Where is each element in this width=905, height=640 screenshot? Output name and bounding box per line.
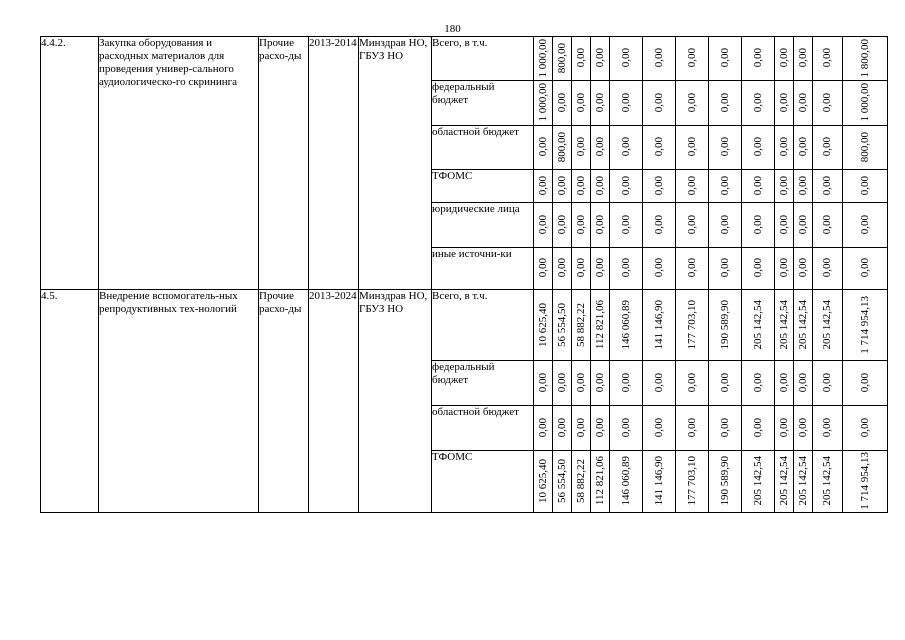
value-text: 0,00: [536, 258, 549, 278]
funding-source-cell: юридические лица: [432, 203, 534, 248]
value-cell: [843, 170, 888, 203]
value-cell: [742, 81, 775, 126]
value-cell: [553, 290, 572, 361]
value-text: 0,00: [536, 417, 549, 438]
value-cell: [794, 203, 813, 248]
value-text: 0,00: [777, 258, 790, 278]
value-text: 0,00: [821, 92, 833, 113]
value-cell: [742, 361, 775, 406]
value-cell: [742, 406, 775, 451]
value-text: 0,00: [685, 372, 698, 393]
value-text: 141 146,90: [652, 299, 665, 350]
item-name-cell: Внедрение вспомогатель-ных репродуктивных тех-нологий: [99, 290, 259, 513]
value-text: 0,00: [821, 137, 833, 157]
value-text: 0,00: [593, 48, 606, 68]
value-cell: [534, 248, 553, 290]
value-cell: [572, 203, 591, 248]
value-text: 0,00: [718, 258, 731, 278]
value-text: 0,00: [858, 214, 871, 235]
value-text: 56 554,50: [555, 459, 568, 503]
value-text: 0,00: [685, 92, 698, 113]
value-cell: [553, 81, 572, 126]
value-text: 0,00: [555, 214, 568, 235]
value-text: 0,00: [718, 175, 731, 196]
value-cell: [610, 406, 643, 451]
value-text: 0,00: [751, 48, 764, 68]
value-text: 0,00: [574, 175, 587, 196]
item-code-cell: 4.5.: [41, 290, 99, 513]
value-cell: [643, 203, 676, 248]
value-cell: [610, 81, 643, 126]
value-text: 0,00: [593, 417, 606, 438]
value-text: 800,00: [858, 131, 871, 163]
executor-cell: Минздрав НО, ГБУЗ НО: [359, 37, 432, 290]
value-text: 0,00: [652, 417, 665, 438]
value-cell: [813, 126, 843, 170]
value-cell: [794, 290, 813, 361]
value-cell: [742, 37, 775, 81]
value-cell: [794, 248, 813, 290]
value-cell: [553, 451, 572, 513]
value-cell: [709, 406, 742, 451]
value-cell: [742, 290, 775, 361]
value-cell: [591, 170, 610, 203]
value-text: 0,00: [574, 417, 587, 438]
value-text: 0,00: [685, 417, 698, 438]
value-text: 0,00: [685, 48, 698, 68]
value-cell: [534, 290, 553, 361]
value-text: 0,00: [555, 372, 568, 393]
value-cell: [709, 81, 742, 126]
funding-source-cell: федеральный бюджет: [432, 361, 534, 406]
value-text: 0,00: [777, 417, 790, 438]
value-cell: [775, 126, 794, 170]
value-cell: [572, 170, 591, 203]
value-cell: [643, 170, 676, 203]
value-text: 112 821,06: [593, 299, 606, 350]
value-cell: [553, 126, 572, 170]
value-text: 0,00: [821, 175, 833, 196]
value-text: 0,00: [652, 48, 665, 68]
value-cell: [742, 126, 775, 170]
value-cell: [843, 37, 888, 81]
value-cell: [676, 37, 709, 81]
value-cell: [813, 406, 843, 451]
value-cell: [553, 248, 572, 290]
value-text: 0,00: [796, 417, 809, 438]
value-cell: [742, 451, 775, 513]
value-cell: [813, 170, 843, 203]
value-cell: [709, 248, 742, 290]
value-text: 0,00: [593, 372, 606, 393]
value-text: 0,00: [619, 137, 632, 157]
value-text: 0,00: [751, 417, 764, 438]
value-text: 10 625,40: [536, 459, 549, 503]
value-text: 0,00: [718, 214, 731, 235]
value-cell: [794, 170, 813, 203]
value-text: 0,00: [751, 258, 764, 278]
value-text: 0,00: [796, 214, 809, 235]
value-cell: [610, 203, 643, 248]
value-cell: [643, 451, 676, 513]
value-text: 0,00: [777, 214, 790, 235]
value-text: 0,00: [796, 258, 809, 278]
value-text: 0,00: [796, 48, 809, 68]
value-cell: [676, 81, 709, 126]
value-cell: [676, 248, 709, 290]
value-text: 0,00: [821, 48, 833, 68]
value-text: 0,00: [751, 92, 764, 113]
value-cell: [676, 406, 709, 451]
value-cell: [775, 170, 794, 203]
value-text: 0,00: [821, 417, 833, 438]
value-text: 0,00: [777, 137, 790, 157]
value-text: 1 800,00: [858, 38, 871, 78]
value-cell: [610, 126, 643, 170]
value-cell: [610, 451, 643, 513]
value-text: 56 554,50: [555, 302, 568, 347]
value-cell: [676, 361, 709, 406]
value-cell: [742, 203, 775, 248]
value-text: 0,00: [574, 92, 587, 113]
funding-source-cell: областной бюджет: [432, 406, 534, 451]
value-cell: [643, 248, 676, 290]
value-cell: [591, 126, 610, 170]
value-cell: [843, 81, 888, 126]
value-cell: [843, 203, 888, 248]
value-cell: [775, 81, 794, 126]
funding-source-cell: Всего, в т.ч.: [432, 37, 534, 81]
value-text: 0,00: [821, 214, 833, 235]
value-text: 0,00: [619, 417, 632, 438]
value-text: 205 142,54: [751, 299, 764, 350]
value-cell: [572, 37, 591, 81]
value-cell: [572, 361, 591, 406]
value-text: 0,00: [652, 137, 665, 157]
value-text: 0,00: [555, 417, 568, 438]
table-row: [41, 290, 888, 361]
value-text: 1 000,00: [536, 38, 549, 78]
value-text: 0,00: [718, 417, 731, 438]
value-cell: [676, 126, 709, 170]
funding-source-cell: Всего, в т.ч.: [432, 290, 534, 361]
value-text: 0,00: [536, 372, 549, 393]
value-cell: [534, 203, 553, 248]
funding-source-cell: иные источни-ки: [432, 248, 534, 290]
value-cell: [843, 290, 888, 361]
value-text: 141 146,90: [652, 456, 665, 506]
value-text: 0,00: [652, 258, 665, 278]
page-number: 180: [444, 23, 461, 35]
value-cell: [610, 290, 643, 361]
value-cell: [794, 451, 813, 513]
value-cell: [742, 170, 775, 203]
value-text: 146 060,89: [619, 456, 632, 506]
value-cell: [643, 361, 676, 406]
value-text: 0,00: [593, 137, 606, 157]
value-text: 0,00: [685, 214, 698, 235]
value-cell: [591, 406, 610, 451]
value-text: 1 714 954,13: [858, 452, 871, 510]
value-cell: [843, 451, 888, 513]
value-text: 0,00: [718, 48, 731, 68]
period-cell: 2013-2014: [309, 37, 359, 290]
value-cell: [591, 248, 610, 290]
value-cell: [813, 248, 843, 290]
value-cell: [553, 170, 572, 203]
value-cell: [676, 290, 709, 361]
value-cell: [534, 406, 553, 451]
funding-source-cell: федеральный бюджет: [432, 81, 534, 126]
value-cell: [534, 361, 553, 406]
value-cell: [794, 361, 813, 406]
value-cell: [676, 170, 709, 203]
value-cell: [572, 126, 591, 170]
value-text: 0,00: [619, 258, 632, 278]
value-text: 0,00: [777, 92, 790, 113]
value-text: 205 142,54: [777, 299, 790, 350]
value-cell: [813, 361, 843, 406]
value-text: 0,00: [593, 214, 606, 235]
value-cell: [591, 37, 610, 81]
value-cell: [591, 290, 610, 361]
value-cell: [610, 248, 643, 290]
value-cell: [572, 451, 591, 513]
value-cell: [794, 126, 813, 170]
value-text: 0,00: [751, 137, 764, 157]
value-text: 0,00: [555, 175, 568, 196]
value-text: 0,00: [574, 372, 587, 393]
value-text: 0,00: [821, 372, 833, 393]
value-cell: [553, 406, 572, 451]
value-text: 0,00: [685, 175, 698, 196]
value-text: 177 703,10: [685, 299, 698, 350]
value-cell: [742, 248, 775, 290]
value-cell: [775, 361, 794, 406]
value-text: 0,00: [777, 372, 790, 393]
value-text: 205 142,54: [777, 456, 790, 506]
value-cell: [709, 37, 742, 81]
value-cell: [775, 248, 794, 290]
value-cell: [709, 451, 742, 513]
value-text: 0,00: [593, 92, 606, 113]
funding-source-cell: ТФОМС: [432, 170, 534, 203]
value-text: 0,00: [574, 48, 587, 68]
value-text: 0,00: [751, 214, 764, 235]
value-text: 0,00: [652, 92, 665, 113]
value-text: 800,00: [555, 131, 568, 163]
expense-type-cell: Прочие расхо-ды: [259, 290, 309, 513]
value-text: 1 000,00: [536, 83, 549, 122]
value-cell: [843, 126, 888, 170]
value-text: 177 703,10: [685, 456, 698, 506]
value-text: 0,00: [718, 372, 731, 393]
value-cell: [553, 361, 572, 406]
value-cell: [553, 37, 572, 81]
value-cell: [610, 170, 643, 203]
value-cell: [843, 406, 888, 451]
value-text: 0,00: [652, 214, 665, 235]
value-cell: [775, 37, 794, 81]
value-text: 0,00: [858, 175, 871, 196]
value-text: 0,00: [536, 137, 549, 157]
value-text: 0,00: [619, 92, 632, 113]
value-cell: [794, 37, 813, 81]
value-cell: [709, 361, 742, 406]
value-text: 0,00: [619, 175, 632, 196]
value-cell: [709, 203, 742, 248]
item-name-cell: Закупка оборудования и расходных материалов для проведения универ-сального аудиологическо-го скрининга: [99, 37, 259, 290]
value-cell: [794, 406, 813, 451]
value-text: 58 882,22: [574, 302, 587, 347]
value-text: 205 142,54: [821, 299, 833, 350]
value-text: 1 714 954,13: [858, 295, 871, 354]
value-text: 10 625,40: [536, 302, 549, 347]
value-cell: [709, 170, 742, 203]
value-text: 0,00: [821, 258, 833, 278]
value-text: 190 589,90: [718, 299, 731, 350]
value-text: 0,00: [796, 175, 809, 196]
value-cell: [775, 406, 794, 451]
value-text: 1 000,00: [858, 83, 871, 122]
value-text: 146 060,89: [619, 299, 632, 350]
value-text: 0,00: [718, 137, 731, 157]
value-cell: [643, 81, 676, 126]
value-cell: [591, 203, 610, 248]
value-cell: [534, 37, 553, 81]
value-text: 0,00: [652, 372, 665, 393]
value-cell: [676, 451, 709, 513]
funding-source-cell: областной бюджет: [432, 126, 534, 170]
value-cell: [813, 81, 843, 126]
value-text: 205 142,54: [821, 456, 833, 506]
value-text: 0,00: [536, 175, 549, 196]
value-cell: [572, 406, 591, 451]
value-cell: [572, 248, 591, 290]
value-text: 0,00: [593, 175, 606, 196]
value-text: 0,00: [593, 258, 606, 278]
value-text: 0,00: [777, 175, 790, 196]
value-cell: [813, 37, 843, 81]
value-cell: [534, 126, 553, 170]
value-text: 0,00: [619, 48, 632, 68]
value-cell: [843, 248, 888, 290]
value-cell: [709, 126, 742, 170]
value-text: 0,00: [796, 92, 809, 113]
value-cell: [709, 290, 742, 361]
value-text: 0,00: [652, 175, 665, 196]
value-text: 0,00: [685, 258, 698, 278]
value-cell: [591, 451, 610, 513]
value-text: 190 589,90: [718, 456, 731, 506]
value-cell: [643, 290, 676, 361]
value-text: 0,00: [796, 372, 809, 393]
expense-type-cell: Прочие расхо-ды: [259, 37, 309, 290]
value-cell: [534, 81, 553, 126]
value-text: 205 142,54: [796, 456, 809, 506]
value-cell: [591, 361, 610, 406]
value-cell: [775, 451, 794, 513]
value-text: 58 882,22: [574, 459, 587, 503]
value-text: 0,00: [619, 372, 632, 393]
value-text: 0,00: [751, 372, 764, 393]
value-text: 205 142,54: [796, 299, 809, 350]
value-cell: [610, 37, 643, 81]
period-cell: 2013-2024: [309, 290, 359, 513]
funding-source-cell: ТФОМС: [432, 451, 534, 513]
value-text: 0,00: [718, 92, 731, 113]
value-text: 0,00: [574, 258, 587, 278]
value-text: 0,00: [574, 137, 587, 157]
value-cell: [610, 361, 643, 406]
value-cell: [676, 203, 709, 248]
item-code-cell: 4.4.2.: [41, 37, 99, 290]
value-text: 0,00: [858, 417, 871, 438]
value-cell: [813, 203, 843, 248]
value-cell: [572, 81, 591, 126]
value-text: 0,00: [685, 137, 698, 157]
executor-cell: Минздрав НО, ГБУЗ НО: [359, 290, 432, 513]
value-text: 0,00: [858, 372, 871, 393]
value-cell: [775, 290, 794, 361]
value-text: 205 142,54: [751, 456, 764, 506]
value-cell: [534, 451, 553, 513]
value-cell: [813, 451, 843, 513]
value-text: 0,00: [555, 92, 568, 113]
value-cell: [643, 126, 676, 170]
value-cell: [572, 290, 591, 361]
table-row: [41, 37, 888, 81]
value-cell: [843, 361, 888, 406]
budget-table-body: [41, 37, 888, 513]
value-cell: [643, 406, 676, 451]
value-text: 0,00: [536, 214, 549, 235]
value-cell: [794, 81, 813, 126]
value-text: 0,00: [777, 48, 790, 68]
value-text: 112 821,06: [593, 456, 606, 506]
value-text: 0,00: [858, 258, 871, 278]
value-cell: [534, 170, 553, 203]
value-text: 0,00: [574, 214, 587, 235]
value-text: 0,00: [796, 137, 809, 157]
value-text: 0,00: [619, 214, 632, 235]
value-text: 800,00: [555, 42, 568, 74]
value-text: 0,00: [751, 175, 764, 196]
value-cell: [775, 203, 794, 248]
value-cell: [813, 290, 843, 361]
value-cell: [643, 37, 676, 81]
value-cell: [553, 203, 572, 248]
value-cell: [591, 81, 610, 126]
budget-table: [40, 36, 888, 513]
value-text: 0,00: [555, 258, 568, 278]
